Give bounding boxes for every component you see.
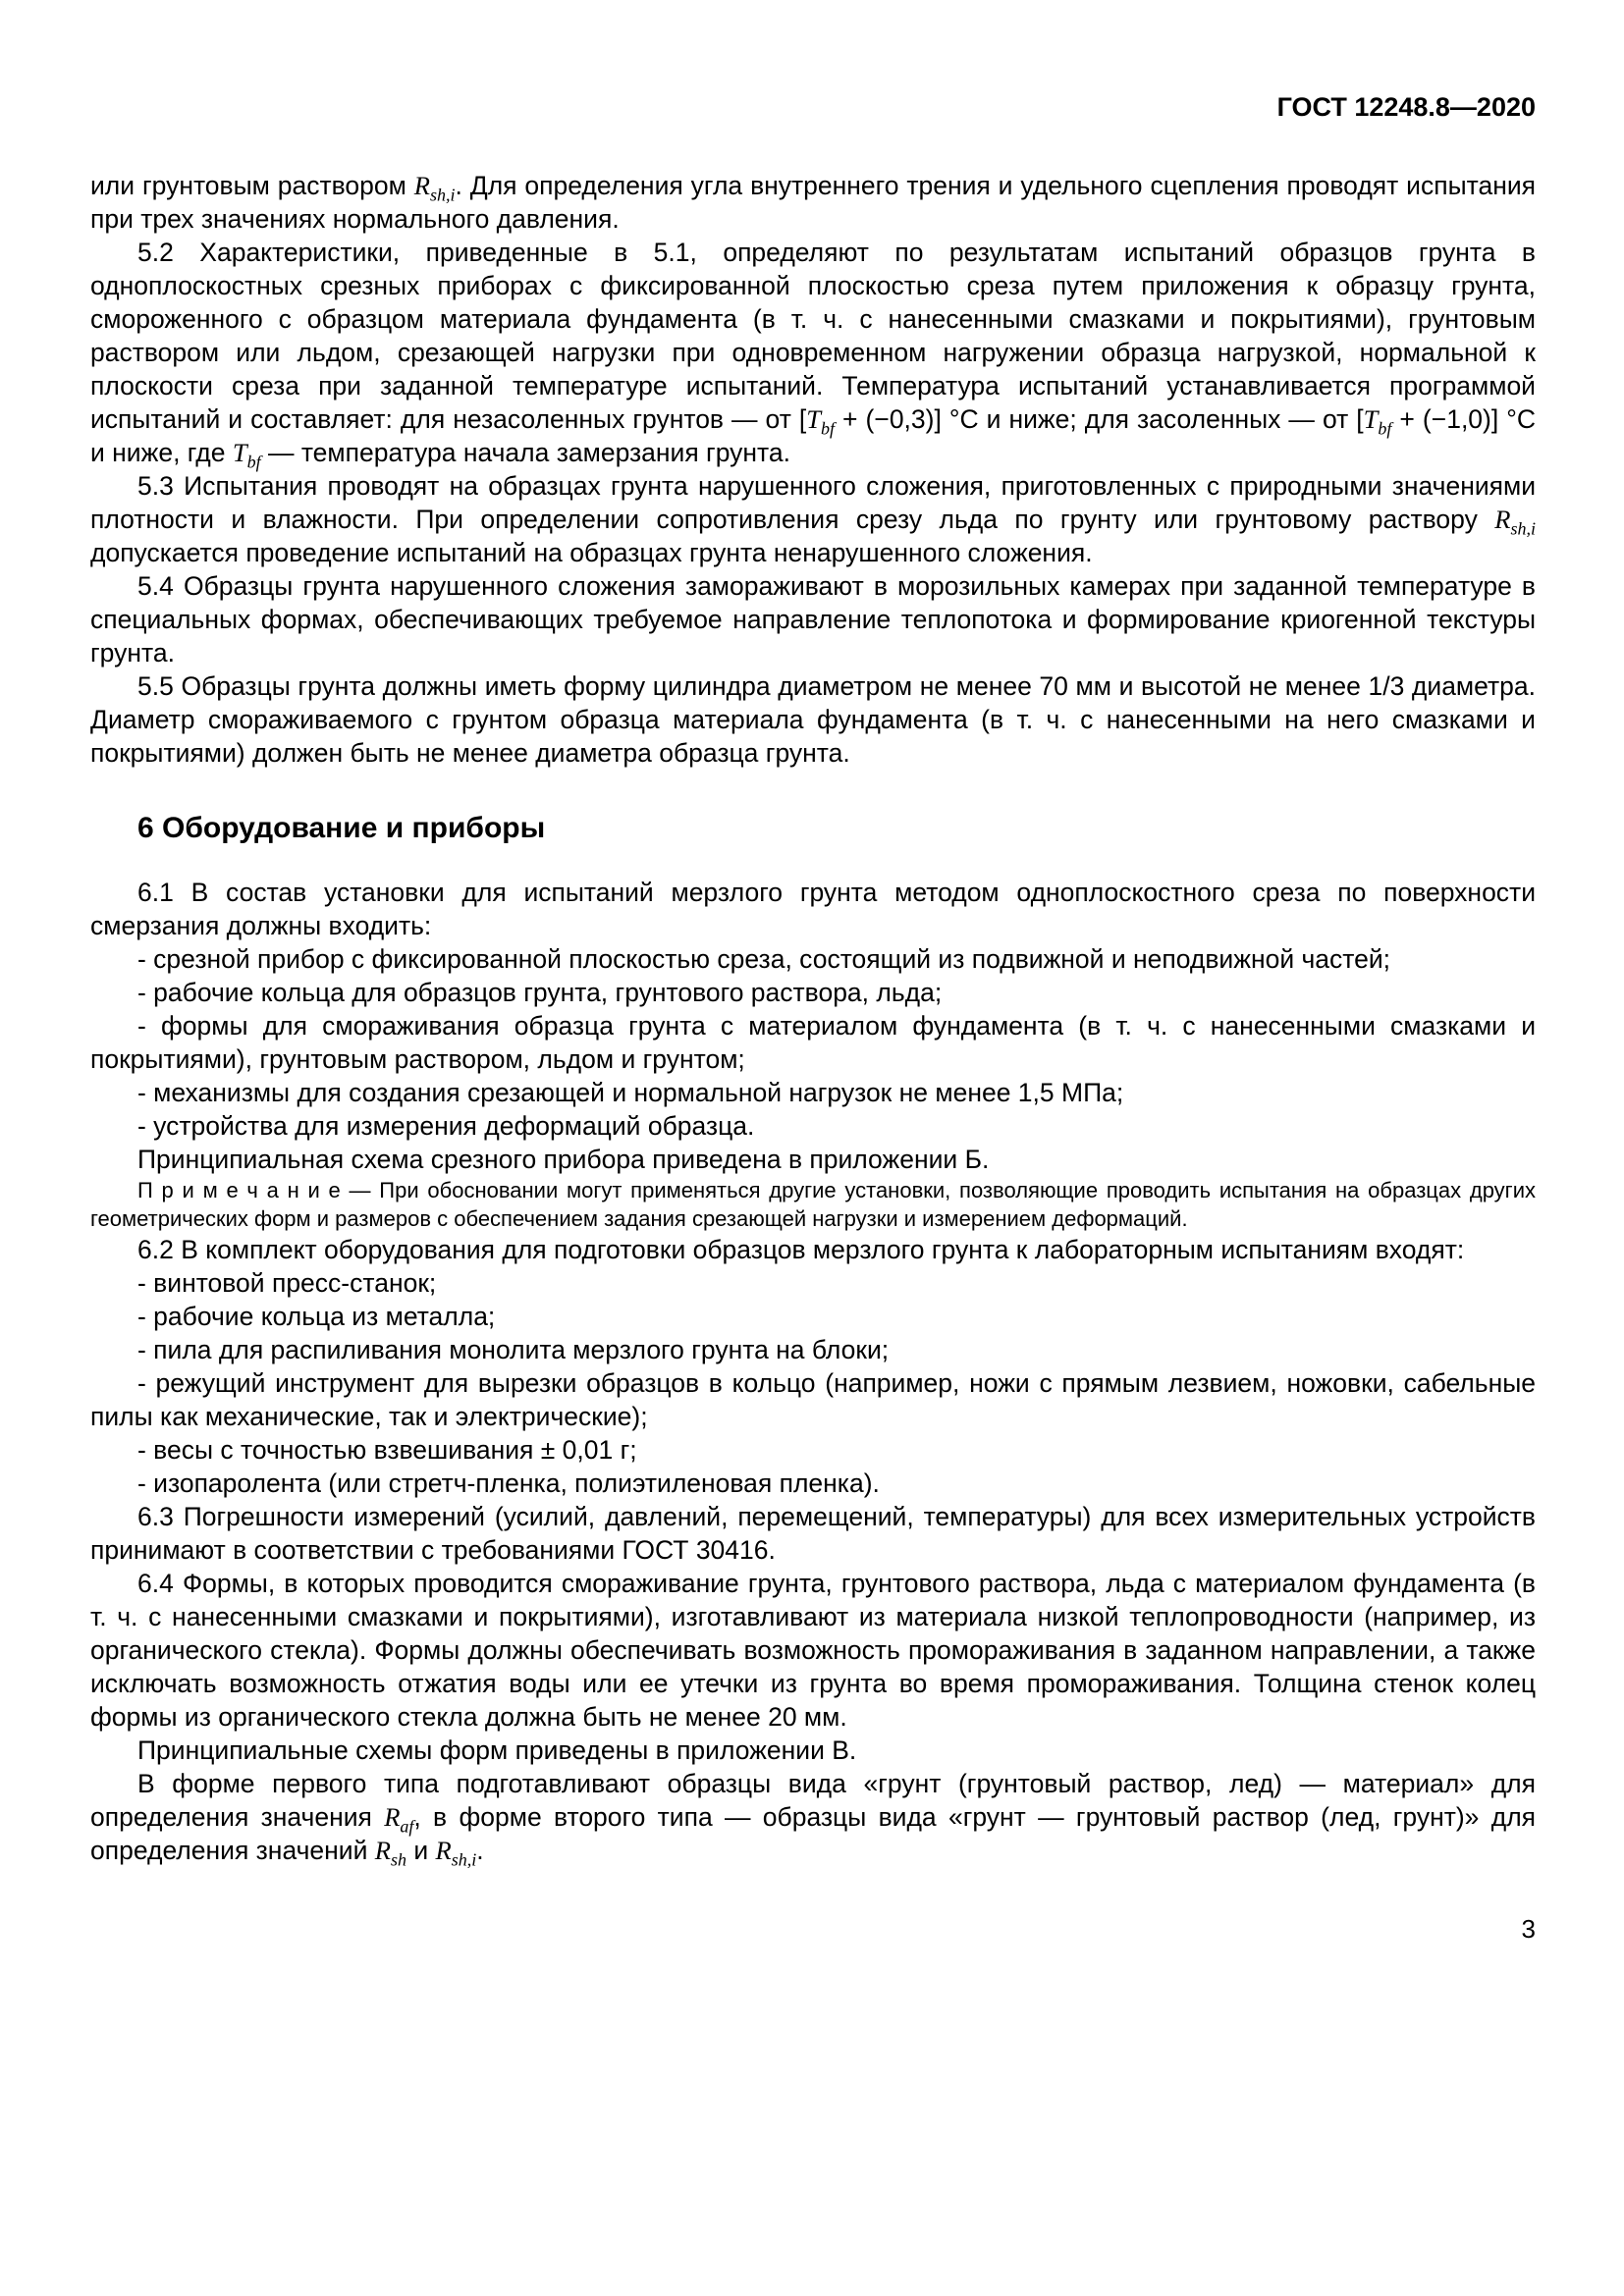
formula-subscript: bf [820, 418, 835, 439]
paragraph-5-3: 5.3 Испытания проводят на образцах грунта нарушенного сложения, приготовленных с природными значениями плотности и влажности. При определении сопротивления срезу льда по грунту или грунтовому раствору $R_{sh,i}$ допускается проведение испытаний на образцах грунта ненарушенного сложения. [90, 471, 1536, 567]
paragraph-scheme-appendix-v: Принципиальные схемы форм приведены в приложении В. [137, 1735, 857, 1765]
paragraph-scheme-appendix-b: Принципиальная схема срезного прибора приведена в приложении Б. [137, 1145, 990, 1174]
page-footer [90, 1912, 1536, 1946]
formula-subscript: sh,i [451, 1849, 477, 1870]
formula-subscript: sh,i [1510, 518, 1536, 539]
list-item-6-2-metal-rings: - рабочие кольца из металла; [137, 1302, 496, 1331]
doc-number: ГОСТ 12248.8—2020 [1276, 92, 1536, 122]
list-item-6-2-scales: - весы с точностью взвешивания ± 0,01 г; [137, 1435, 637, 1465]
document-header [90, 90, 1536, 124]
paragraph-continuation: или грунтовым раствором $R_{sh,i}$. Для определения угла внутреннего трения и удельного сцепления проводят испытания при трех значениях нормального давления. [90, 171, 1536, 234]
list-item-6-2-saw: - пила для распиливания монолита мерзлого грунта на блоки; [137, 1335, 890, 1364]
list-item-6-1-working-rings: - рабочие кольца для образцов грунта, грунтового раствора, льда; [137, 978, 943, 1007]
list-item-6-1-load-mechanisms: - механизмы для создания срезающей и нормальной нагрузок не менее 1,5 МПа; [137, 1078, 1124, 1107]
formula-variable: R [374, 1836, 391, 1865]
section-heading-6: 6 Оборудование и приборы [137, 812, 546, 844]
note-paragraph: П р и м е ч а н и е — При обосновании могут применяться другие установки, позволяющие проводить испытания на образцах других геометрических форм и размеров с обеспечением задания срезающей нагрузки и измерением деформаций. [90, 1178, 1536, 1231]
formula-variable: T [806, 404, 821, 434]
formula-variable: R [435, 1836, 452, 1865]
paragraph-6-3: 6.3 Погрешности измерений (усилий, давлений, перемещений, температуры) для всех измерительных устройств принимают в соответствии с требованиями ГОСТ 30416. [90, 1502, 1536, 1565]
paragraph-6-1: 6.1 В состав установки для испытаний мерзлого грунта методом одноплоскостного среза по поверхности смерзания должны входить: [90, 878, 1536, 940]
paragraph-6-4: 6.4 Формы, в которых проводится смораживание грунта, грунтового раствора, льда с материалом фундамента (в т. ч. с нанесенными смазками и покрытиями), изготавливают из материала низкой теплопроводности (например, из органического стекла). Формы должны обеспечивать возможность промораживания в заданном направлении, а также исключать возможность отжатия воды или ее утечки из грунта во время промораживания. Толщина стенок колец формы из органического стекла должна быть не менее 20 мм. [90, 1569, 1536, 1732]
paragraph-5-5: 5.5 Образцы грунта должны иметь форму цилиндра диаметром не менее 70 мм и высотой не менее 1/3 диаметра. Диаметр смораживаемого с грунтом образца материала фундамента (в т. ч. с нанесенными на него смазками и покрытиями) должен быть не менее диаметра образца грунта. [90, 671, 1536, 768]
paragraph-5-4: 5.4 Образцы грунта нарушенного сложения замораживают в морозильных камерах при заданной температуре в специальных формах, обеспечивающих требуемое направление теплопотока и формирование криогенной текстуры грунта. [90, 571, 1536, 667]
page-number: 3 [1521, 1914, 1536, 1944]
formula-subscript: bf [246, 452, 261, 472]
formula-variable: R [413, 171, 430, 200]
formula-variable: T [232, 438, 247, 467]
list-item-6-2-cutting-tools: - режущий инструмент для вырезки образцов в кольцо (например, ножи с прямым лезвием, ножовки, сабельные пилы как механические, так и электрические); [90, 1368, 1536, 1431]
list-item-6-1-shear-device: - срезной прибор с фиксированной плоскостью среза, состоящий из подвижной и неподвижной частей; [137, 944, 1391, 974]
formula-subscript: af [400, 1816, 414, 1837]
list-item-6-2-screw-press: - винтовой пресс-станок; [137, 1268, 437, 1298]
formula-subscript: sh,i [429, 185, 456, 205]
formula-subscript: bf [1378, 418, 1392, 439]
paragraph-form-types: В форме первого типа подготавливают образцы вида «грунт (грунтовый раствор, лед) — материал» для определения значения $R_{af}$, в форме второго типа — образцы вида «грунт — грунтовый раствор (лед, грунт)» для определения значений $R_{sh}$ и $R_{sh,i}$. [90, 1769, 1537, 1870]
list-item-6-1-deformation-devices: - устройства для измерения деформаций образца. [137, 1111, 755, 1141]
list-item-6-2-tape: - изопаролента (или стретч-пленка, полиэтиленовая пленка). [137, 1468, 880, 1498]
formula-variable: R [1494, 505, 1511, 534]
formula-variable: T [1363, 404, 1379, 434]
formula-subscript: sh [390, 1849, 406, 1870]
list-item-6-1-freezing-forms: - формы для смораживания образца грунта с материалом фундамента (в т. ч. с нанесенными смазками и покрытиями), грунтовым раствором, льдом и грунтом; [90, 1011, 1536, 1074]
formula-variable: R [384, 1802, 401, 1832]
paragraph-5-2: 5.2 Характеристики, приведенные в 5.1, определяют по результатам испытаний образцов грунта в одноплоскостных срезных приборах с фиксированной плоскостью среза путем приложения к образцу грунта, смороженного с образцом материала фундамента (в т. ч. с нанесенными смазками и покрытиями), грунтовым раствором или льдом, срезающей нагрузки при одновременном нагружении образца нагрузкой, нормальной к плоскости среза при заданной температуре испытаний. Температура испытаний устанавливается программой испытаний и составляет: для незасоленных грунтов — от $[T_{bf} + (-0,3)]$ °С и ниже; для засоленных — от $[T_{bf} + (-1,0)]$ °С и ниже, где $T_{bf}$ — температура начала замерзания грунта. [90, 238, 1536, 472]
paragraph-6-2: 6.2 В комплект оборудования для подготовки образцов мерзлого грунта к лабораторным испытаниям входят: [137, 1235, 1465, 1264]
